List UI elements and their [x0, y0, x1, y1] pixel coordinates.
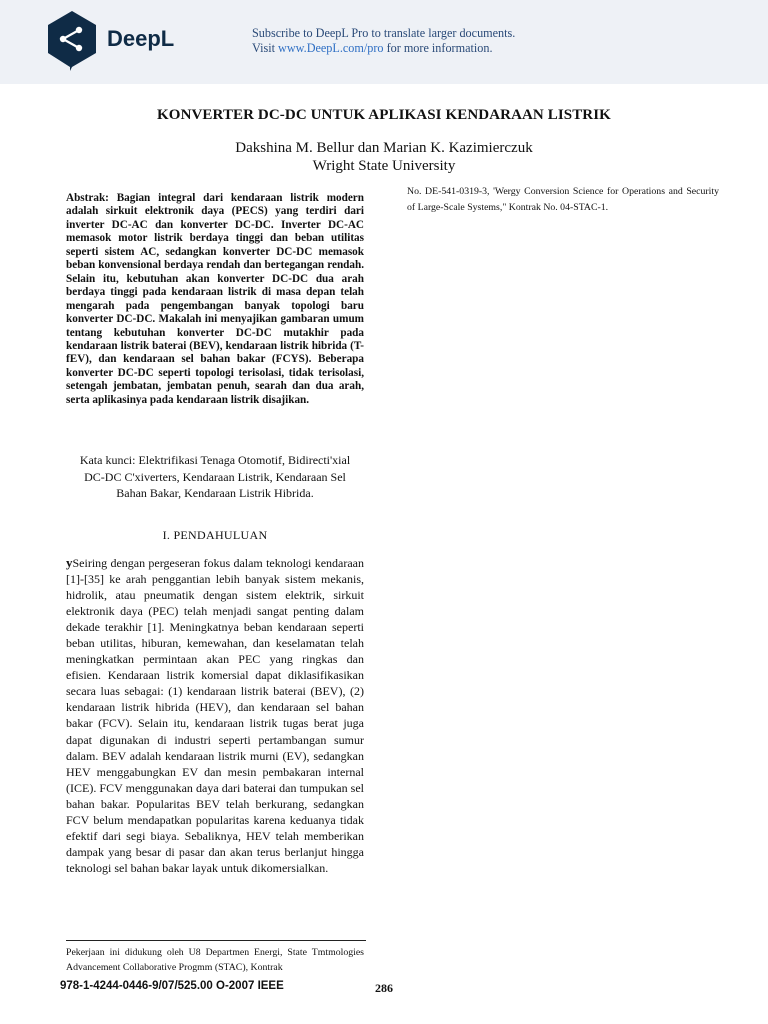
promo-prefix: Visit: [252, 41, 279, 55]
paper-authors: Dakshina M. Bellur dan Marian K. Kazimierczuk: [235, 140, 533, 156]
intro-dropcap: у: [66, 555, 73, 570]
promo-suffix: for more information.: [383, 41, 493, 55]
page-number: 286: [375, 981, 393, 995]
promo-line-2: [252, 41, 515, 56]
deepl-pro-link[interactable]: www.DeepL.com/pro: [278, 41, 384, 55]
promo-line-1: Subscribe to DeepL Pro to translate larger documents.: [252, 26, 516, 40]
isbn-line: 978-1-4244-0446-9/07/525.00 O-2007 IEEE: [60, 980, 284, 992]
footnote: Pekerjaan ini didukung oleh U8 Departmen Energi, State Tmtmologies Advancement Collaborative Progmm (STAC), Kontrak: [66, 947, 364, 973]
deepl-logo-icon[interactable]: [46, 10, 98, 72]
footnote-continuation: No. DE-541-0319-3, 'Wergy Conversion Science for Operations and Security of Large-Scale Systems," Kontrak No. 04-STAC-1.: [407, 186, 719, 213]
brand-name[interactable]: DeepL: [107, 26, 175, 51]
abstract: Abstrak: Bagian integral dari kendaraan listrik modern adalah sirkuit elektronik daya (PECS) yang terdiri dari inverter DC-AC dan konverter DC-DC. Inverter DC-AC memasok motor listrik berdaya tinggi dan beban utilitas seperti sistem AC, sedangkan konverter DC-DC memasok beban konvensional berdaya rendah dan bertegangan rendah. Selain itu, kebutuhan akan konverter DC-DC dua arah berdaya tinggi pada kendaraan listrik di masa depan telah mengarah pada pengembangan banyak topologi baru konverter DC-DC. Makalah ini menyajikan gambaran umum tentang kebutuhan konverter DC-DC mutakhir pada kendaraan listrik baterai (BEV), kendaraan listrik hibrida (T-fEV), dan kendaraan sel bahan bakar (FCYS). Beberapa konverter DC-DC seperti topologi terisolasi, tidak terisolasi, setengah jembatan, jembatan penuh, searah dan dua arah, serta aplikasinya pada kendaraan listrik disajikan.: [66, 192, 364, 406]
section-heading: I. PENDAHULUAN: [162, 528, 268, 542]
paper-affiliation: Wright State University: [312, 158, 456, 174]
keywords: Kata kunci: Elektrifikasi Tenaga Otomotif, Bidirecti'xial DC-DC C'xiverters, Kendaraan Listrik, Kendaraan Sel Bahan Bakar, Kendaraan Listrik Hibrida.: [79, 453, 351, 501]
intro-paragraph: [66, 555, 364, 876]
promo-text: [252, 26, 515, 56]
paper-title: KONVERTER DC-DC UNTUK APLIKASI KENDARAAN LISTRIK: [157, 107, 611, 123]
deepl-banner: [0, 0, 768, 84]
footnote-divider: [66, 940, 366, 941]
intro-text: Seiring dengan pergeseran fokus dalam teknologi kendaraan [1]-[35] ke arah penggantian lebih banyak sistem mekanis, hidrolik, atau pneumatik dengan sistem elektrik, sirkuit elektronik daya (PEC) telah menjadi sangat penting dalam dekade terakhir [1]. Meningkatnya beban kendaraan seperti beban utilitas, hiburan, kemewahan, dan keselamatan telah meningkatkan permintaan akan PEC yang ringkas dan efisien. Kendaraan listrik komersial dapat diklasifikasikan secara luas sebagai: (1) kendaraan listrik baterai (BEV), (2) kendaraan listrik hibrida (HEV), dan kendaraan sel bahan bakar (FCV). Selain itu, kendaraan listrik tugas berat juga dapat digunakan di industri seperti pertambangan sumur dalam. BEV adalah kendaraan listrik murni (EV), sedangkan HEV menggabungkan EV dan mesin pembakaran internal (ICE). FCV menggunakan daya dari baterai dan tumpukan sel bahan bakar. Popularitas BEV telah berkurang, sedangkan FCV belum mendapatkan popularitas karena keduanya tidak efektif dari segi biaya. Sebaliknya, HEV telah memberikan dampak yang besar di pasar dan akan terus berlanjut hingga teknologi sel bahan bakar layak untuk dikomersialkan.: [66, 556, 364, 875]
